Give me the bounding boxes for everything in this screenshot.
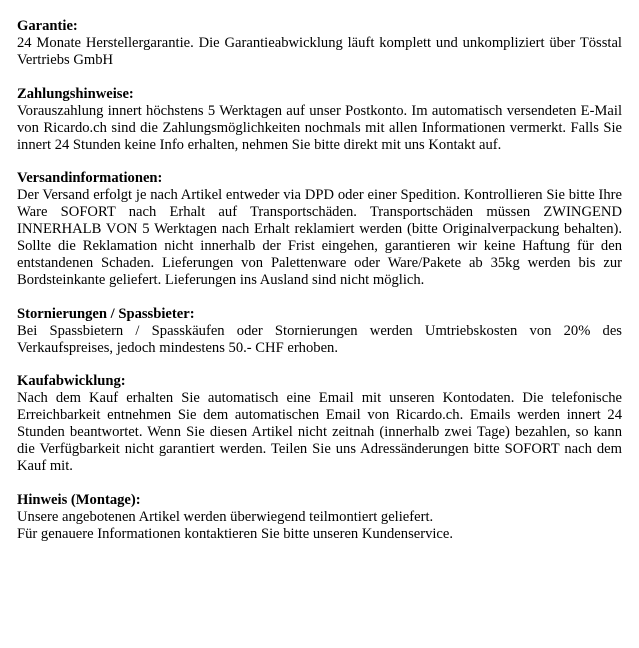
section-stornierungen: [17, 306, 622, 357]
section-body-zahlungshinweise: Vorauszahlung innert höchstens 5 Werktagen auf unser Postkonto. Im automatisch versendeten E-Mail von Ricardo.ch sind die Zahlungsmöglichkeiten nochmals mit allen Informationen vermerkt. Falls Sie innert 24 Stunden keine Info erhalten, nehmen Sie bitte direkt mit uns Kontakt auf.: [17, 102, 622, 153]
section-body-garantie: 24 Monate Herstellergarantie. Die Garantieabwicklung läuft komplett und unkompliziert über Tösstal Vertriebs GmbH: [17, 35, 622, 68]
section-kaufabwicklung: [17, 373, 622, 475]
section-hinweis-montage: [17, 492, 622, 543]
section-garantie: [17, 18, 622, 69]
section-body-stornierungen: Bei Spassbietern / Spasskäufen oder Stornierungen werden Umtriebskosten von 20% des Verkaufspreises, jedoch mindestens 50.- CHF erhoben.: [17, 322, 622, 356]
section-heading-hinweis-montage: Hinweis (Montage):: [17, 491, 141, 508]
section-heading-versandinformationen: Versandinformationen:: [17, 170, 163, 186]
section-zahlungshinweise: [17, 86, 622, 154]
section-heading-zahlungshinweise: Zahlungshinweise:: [17, 85, 134, 102]
section-line-hinweis-1: Unsere angebotenen Artikel werden überwiegend teilmontiert geliefert.: [17, 508, 434, 525]
section-body-versandinformationen: Der Versand erfolgt je nach Artikel entweder via DPD oder einer Spedition. Kontrollieren Sie bitte Ihre Ware SOFORT nach Erhalt auf Transportschäden. Transportschäden müssen ZWINGEND INNERHALB VON 5 Werktagen nach Erhalt reklamiert werden (bitte Originalverpackung behalten). Sollte die Reklamation nicht innerhalb der Frist eingehen, garantieren wir keine Haftung für den entstandenen Schaden. Lieferungen von Palettenware oder Ware/Pakete ab 35kg werden bis zur Bordsteinkante geliefert. Lieferungen ins Ausland sind nicht möglich.: [17, 187, 622, 288]
section-heading-kaufabwicklung: Kaufabwicklung:: [17, 373, 126, 389]
section-versandinformationen: [17, 170, 622, 289]
section-heading-stornierungen: Stornierungen / Spassbieter:: [17, 305, 195, 322]
section-body-kaufabwicklung: Nach dem Kauf erhalten Sie automatisch eine Email mit unseren Kontodaten. Die telefonische Erreichbarkeit entnehmen Sie dem automatischen Email von Ricardo.ch. Emails werden innert 24 Stunden beantwortet. Wenn Sie diesen Artikel nicht zeitnah (innerhalb zwei Tage) bezahlen, so kann die Verfügbarkeit nicht garantiert werden. Teilen Sie uns Adressänderungen bitte SOFORT nach dem Kauf mit.: [17, 390, 622, 474]
section-line-hinweis-2: Für genauere Informationen kontaktieren Sie bitte unseren Kundenservice.: [17, 525, 454, 542]
section-heading-garantie: Garantie:: [17, 18, 78, 34]
